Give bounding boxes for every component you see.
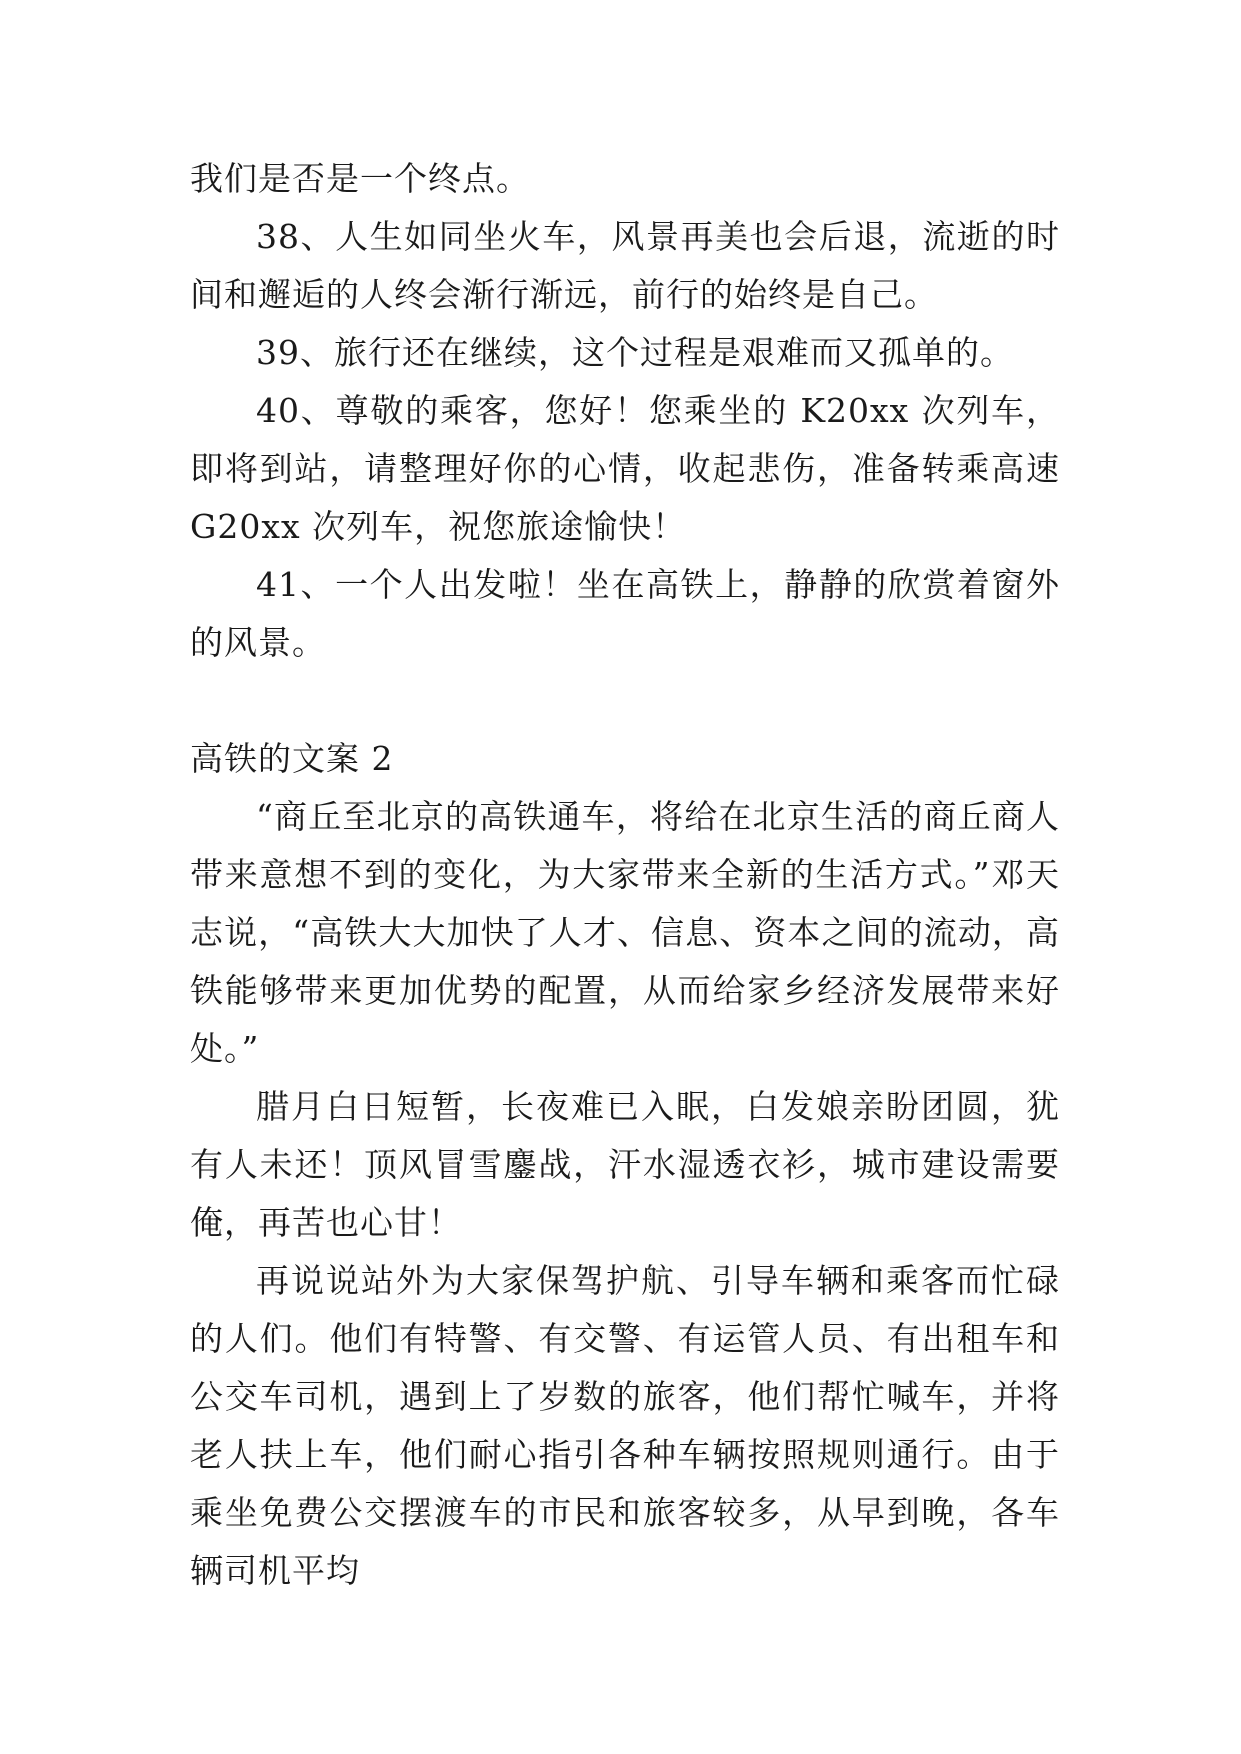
document-body	[190, 150, 1060, 1600]
paragraph-station: 再说说站外为大家保驾护航、引导车辆和乘客而忙碌的人们。他们有特警、有交警、有运管人员、有出租车和公交车司机，遇到上了岁数的旅客，他们帮忙喊车，并将老人扶上车，他们耐心指引各种车辆按照规则通行。由于乘坐免费公交摆渡车的市民和旅客较多，从早到晚，各车辆司机平均	[190, 1261, 1060, 1590]
paragraph-item-38: 38、人生如同坐火车，风景再美也会后退，流逝的时间和邂逅的人终会渐行渐远，前行的始终是自己。	[190, 217, 1060, 314]
paragraph-item-39: 39、旅行还在继续，这个过程是艰难而又孤单的。	[256, 333, 1014, 372]
section-title: 高铁的文案 2	[190, 739, 394, 778]
paragraph-item-40: 40、尊敬的乘客，您好！您乘坐的 K20xx 次列车，即将到站，请整理好你的心情，收起悲伤，准备转乘高速 G20xx 次列车，祝您旅途愉快！	[190, 391, 1060, 546]
paragraph-poem: 腊月白日短暂，长夜难已入眠，白发娘亲盼团圆，犹有人未还！顶风冒雪鏖战，汗水湿透衣衫，城市建设需要俺，再苦也心甘！	[190, 1087, 1060, 1242]
paragraph-continuation: 我们是否是一个终点。	[190, 159, 530, 198]
paragraph-item-41: 41、一个人出发啦！坐在高铁上，静静的欣赏着窗外的风景。	[190, 565, 1060, 662]
paragraph-quote: “商丘至北京的高铁通车，将给在北京生活的商丘商人带来意想不到的变化，为大家带来全新的生活方式。”邓天志说，“高铁大大加快了人才、信息、资本之间的流动，高铁能够带来更加优势的配置，从而给家乡经济发展带来好处。”	[190, 797, 1060, 1068]
